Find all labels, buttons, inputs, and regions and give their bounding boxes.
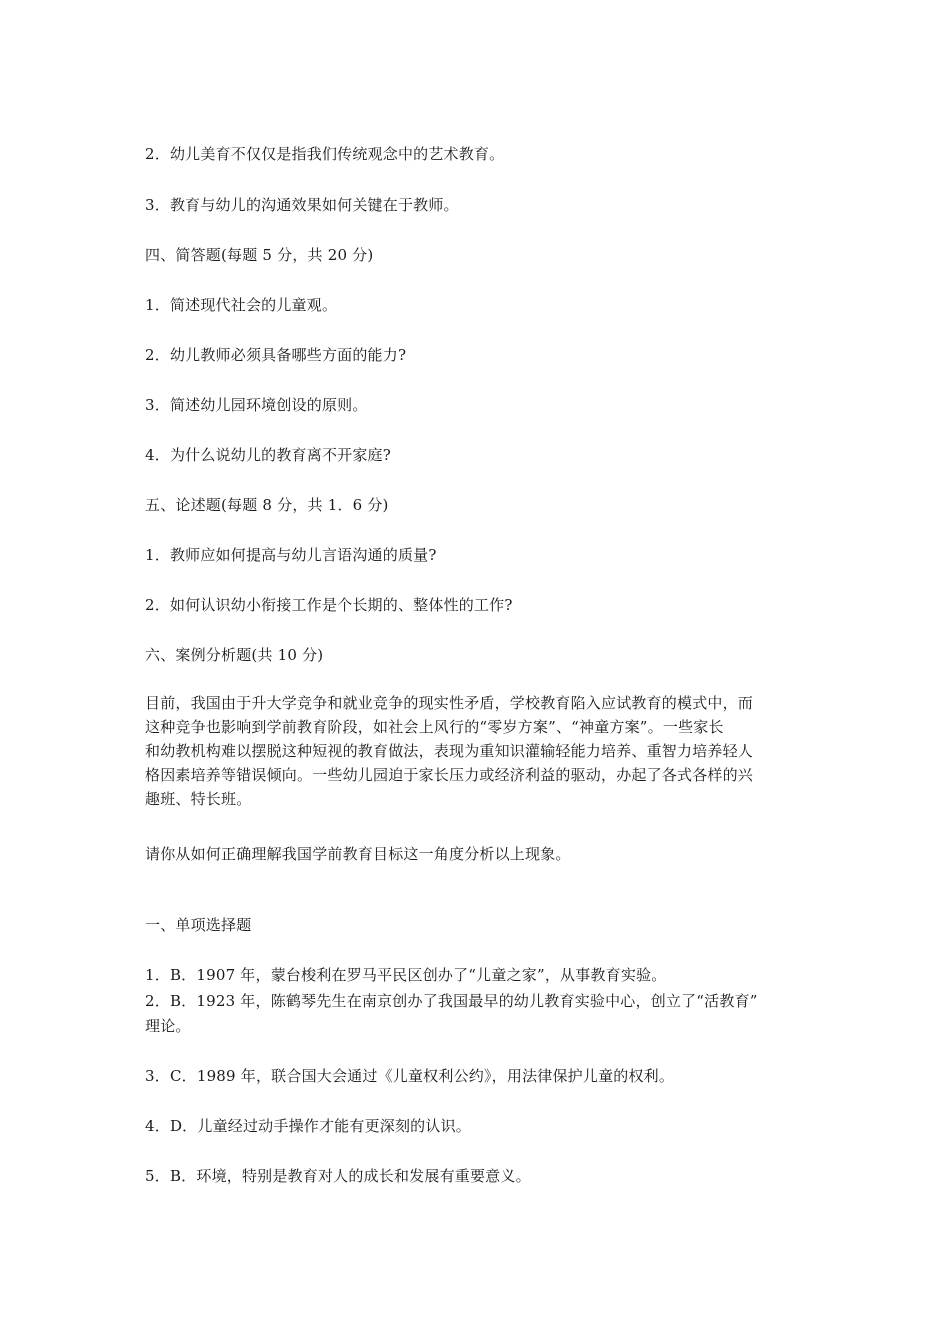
answer-3: 3．C．1989 年，联合国大会通过《儿童权利公约》，用法律保护儿童的权利。 xyxy=(145,1067,675,1085)
section-heading-essay: 五、论述题(每题 8 分，共 1．6 分) xyxy=(145,496,389,514)
section-heading-short-answer: 四、简答题(每题 5 分，共 20 分) xyxy=(145,246,374,264)
short-answer-item-2: 2．幼儿教师必须具备哪些方面的能力? xyxy=(145,346,407,364)
answer-5: 5．B．环境，特别是教育对人的成长和发展有重要意义。 xyxy=(145,1167,531,1185)
answer-2-line-1: 2．B．1923 年，陈鹤琴先生在南京创办了我国最早的幼儿教育实验中心，创立了“活教育” xyxy=(145,992,758,1010)
answer-1: 1．B．1907 年，蒙台梭利在罗马平民区创办了“儿童之家”，从事教育实验。 xyxy=(145,966,667,984)
case-paragraph xyxy=(145,691,813,811)
short-answer-item-4: 4．为什么说幼儿的教育离不开家庭? xyxy=(145,446,391,464)
case-paragraph-line: 趣班、特长班。 xyxy=(145,790,252,808)
case-paragraph-line: 和幼教机构难以摆脱这种短视的教育做法，表现为重知识灌输轻能力培养、重智力培养轻人 xyxy=(145,742,754,760)
section-heading-case-analysis: 六、案例分析题(共 10 分) xyxy=(145,646,324,664)
case-question: 请你从如何正确理解我国学前教育目标这一角度分析以上现象。 xyxy=(145,845,571,863)
answers-heading-single-choice: 一、单项选择题 xyxy=(145,916,252,934)
answer-2-line-2: 理论。 xyxy=(145,1017,191,1035)
answer-4: 4．D．儿童经过动手操作才能有更深刻的认识。 xyxy=(145,1117,471,1135)
essay-item-1: 1．教师应如何提高与幼儿言语沟通的质量? xyxy=(145,546,437,564)
case-paragraph-line: 目前，我国由于升大学竞争和就业竞争的现实性矛盾，学校教育陷入应试教育的模式中，而 xyxy=(145,694,754,712)
short-answer-item-3: 3．简述幼儿园环境创设的原则。 xyxy=(145,396,368,414)
short-answer-item-1: 1．简述现代社会的儿童观。 xyxy=(145,296,338,314)
judgment-item-3: 3．教育与幼儿的沟通效果如何关键在于教师。 xyxy=(145,196,459,214)
essay-item-2: 2．如何认识幼小衔接工作是个长期的、整体性的工作? xyxy=(145,596,513,614)
judgment-item-2: 2．幼儿美育不仅仅是指我们传统观念中的艺术教育。 xyxy=(145,145,505,163)
case-paragraph-line: 这种竞争也影响到学前教育阶段，如社会上风行的“零岁方案”、“神童方案”。一些家长 xyxy=(145,718,724,736)
case-paragraph-line: 格因素培养等错误倾向。一些幼儿园迫于家长压力或经济利益的驱动，办起了各式各样的兴 xyxy=(145,766,754,784)
